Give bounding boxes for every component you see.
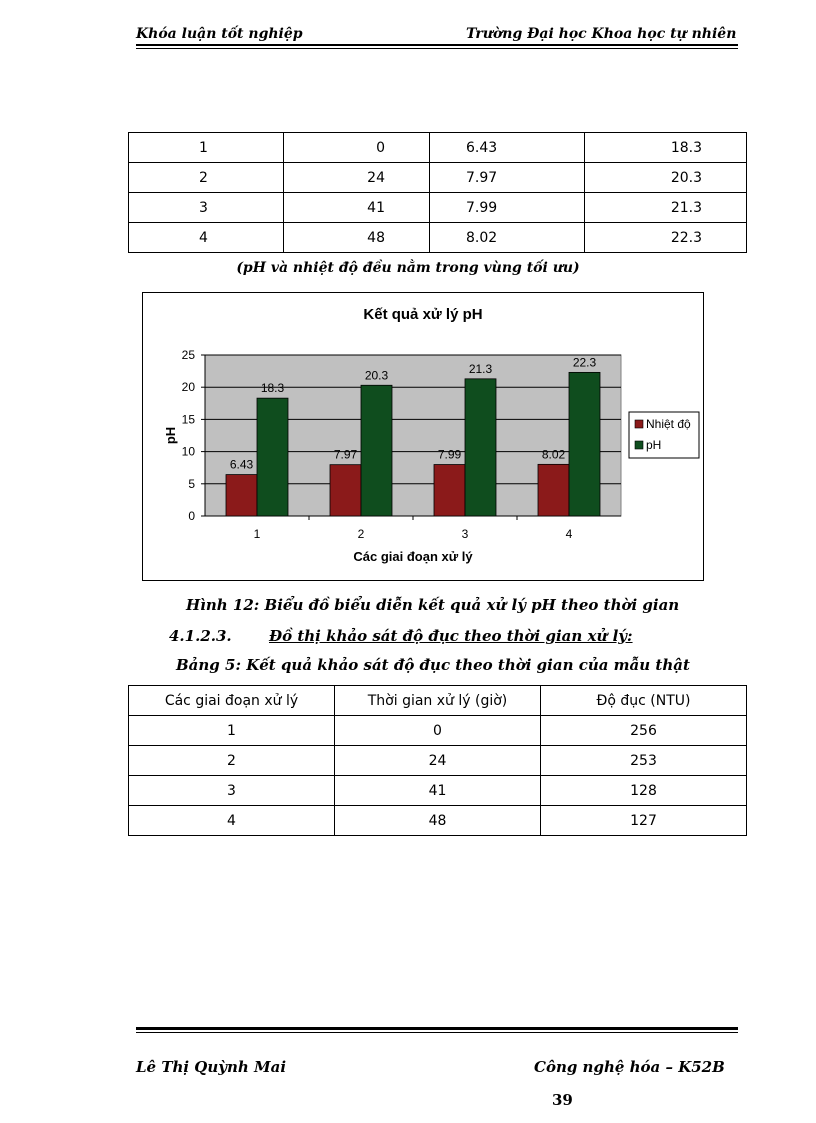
table-cell: 22.3 — [585, 223, 747, 253]
data-label: 7.97 — [333, 447, 358, 462]
ph-data-table — [128, 132, 747, 253]
section-heading — [169, 627, 633, 645]
table-cell: 2 — [129, 163, 284, 193]
table-row — [129, 163, 747, 193]
table-row — [129, 193, 747, 223]
table-cell: 4 — [129, 806, 335, 836]
table-cell: 7.99 — [430, 193, 585, 223]
x-axis-label: Các giai đoạn xử lý — [353, 549, 473, 564]
table-cell: 0 — [335, 716, 541, 746]
page-number: 39 — [552, 1091, 573, 1109]
turbidity-table — [128, 685, 747, 836]
data-label: 7.99 — [437, 447, 462, 462]
footer-class: Công nghệ hóa – K52B — [534, 1058, 725, 1076]
y-tick-label: 15 — [181, 412, 195, 427]
x-tick-label: 2 — [357, 527, 365, 541]
table-cell: 18.3 — [585, 133, 747, 163]
table-cell: 41 — [284, 193, 430, 223]
table-cell: 48 — [335, 806, 541, 836]
header-right-text: Trường Đại học Khoa học tự nhiên — [466, 26, 737, 42]
chart-title: Kết quả xử lý pH — [363, 306, 483, 323]
section-title: Đồ thị khảo sát độ đục theo thời gian xử lý: — [269, 627, 633, 645]
data-label: 22.3 — [572, 355, 597, 370]
ph-table-note: (pH và nhiệt độ đều nằm trong vùng tối ưu) — [236, 260, 580, 276]
table-cell: 3 — [129, 776, 335, 806]
footer-rule — [136, 1027, 738, 1030]
table-row — [129, 746, 747, 776]
y-tick-label: 25 — [181, 348, 195, 362]
table-cell: 0 — [284, 133, 430, 163]
footer-rule-thin — [136, 1032, 738, 1033]
x-tick-label: 4 — [565, 527, 573, 541]
bar — [465, 379, 496, 516]
table-cell: 21.3 — [585, 193, 747, 223]
table-cell: 41 — [335, 776, 541, 806]
ph-chart — [142, 292, 704, 581]
section-number: 4.1.2.3. — [169, 627, 232, 645]
table-row — [129, 223, 747, 253]
header-left-text: Khóa luận tốt nghiệp — [136, 26, 303, 42]
y-tick-label: 5 — [188, 476, 195, 491]
table-cell: 20.3 — [585, 163, 747, 193]
y-tick-label: 20 — [181, 380, 195, 395]
data-label: 21.3 — [468, 361, 493, 376]
bar — [569, 372, 600, 516]
table-caption: Bảng 5: Kết quả khảo sát độ đục theo thời gian của mẫu thật — [176, 656, 690, 674]
legend-label: pH — [646, 438, 662, 452]
bar — [257, 398, 288, 516]
table-row — [129, 716, 747, 746]
table-cell: 1 — [129, 133, 284, 163]
figure-caption: Hình 12: Biểu đồ biểu diễn kết quả xử lý pH theo thời gian — [186, 596, 680, 614]
y-tick-label: 10 — [181, 444, 195, 459]
data-label: 20.3 — [364, 368, 389, 383]
table-cell: 128 — [541, 776, 747, 806]
legend-swatch — [635, 420, 643, 428]
table-cell: 4 — [129, 223, 284, 253]
data-label: 6.43 — [229, 457, 254, 472]
table-cell: 127 — [541, 806, 747, 836]
bar — [226, 475, 257, 516]
header-rule-thin — [136, 48, 738, 49]
table-cell: 1 — [129, 716, 335, 746]
column-header: Các giai đoạn xử lý — [129, 686, 335, 716]
table-cell: 3 — [129, 193, 284, 223]
table-cell: 2 — [129, 746, 335, 776]
x-tick-label: 3 — [461, 527, 469, 541]
legend-swatch — [635, 441, 643, 449]
footer-author: Lê Thị Quỳnh Mai — [136, 1058, 287, 1076]
legend-label: Nhiệt độ — [646, 417, 691, 431]
table-cell: 6.43 — [430, 133, 585, 163]
table-row — [129, 806, 747, 836]
bar — [538, 464, 569, 516]
table-header-row — [129, 686, 747, 716]
column-header: Thời gian xử lý (giờ) — [335, 686, 541, 716]
bar — [434, 465, 465, 516]
table-cell: 24 — [284, 163, 430, 193]
table-cell: 48 — [284, 223, 430, 253]
table-cell: 8.02 — [430, 223, 585, 253]
bar — [361, 385, 392, 516]
x-tick-label: 1 — [253, 527, 261, 541]
table-cell: 256 — [541, 716, 747, 746]
table-row — [129, 776, 747, 806]
data-label: 18.3 — [260, 381, 285, 396]
ph-chart-svg — [143, 293, 703, 580]
table-cell: 253 — [541, 746, 747, 776]
data-label: 8.02 — [541, 447, 566, 462]
column-header: Độ đục (NTU) — [541, 686, 747, 716]
table-row — [129, 133, 747, 163]
table-cell: 7.97 — [430, 163, 585, 193]
table-cell: 24 — [335, 746, 541, 776]
bar — [330, 465, 361, 516]
y-tick-label: 0 — [188, 509, 195, 523]
y-axis-label: pH — [163, 426, 178, 445]
header-rule — [136, 44, 738, 46]
